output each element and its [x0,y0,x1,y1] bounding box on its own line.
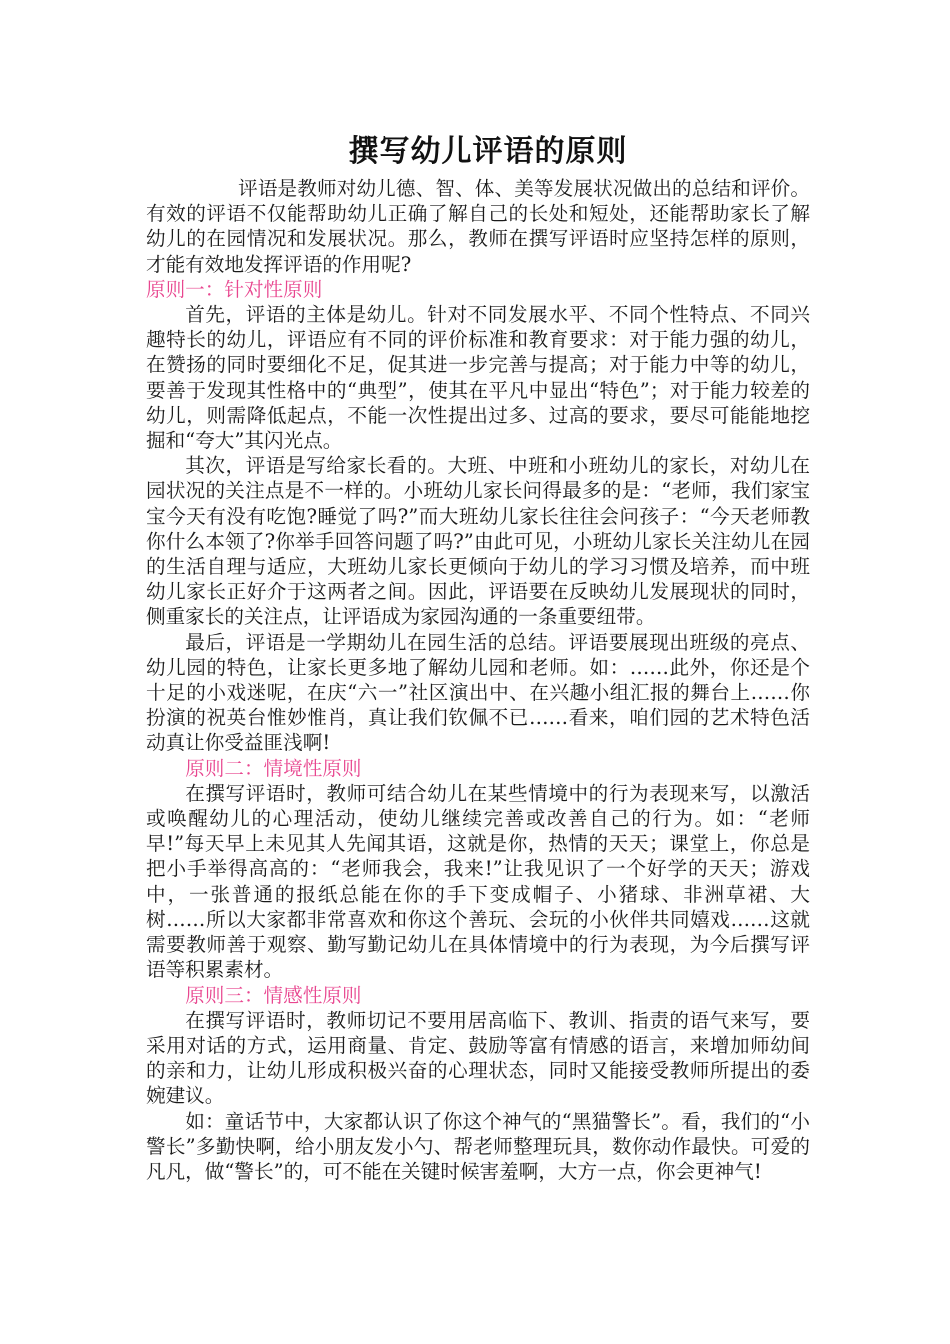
section-heading-1: 原则一：针对性原则 [146,277,323,301]
document-page [146,128,810,1184]
section-heading-2: 原则二：情境性原则 [185,756,362,780]
section-heading-3: 原则三：情感性原则 [185,983,362,1007]
paragraph: 在撰写评语时，教师可结合幼儿在某些情境中的行为表现来写，以激活或唤醒幼儿的心理活动，使幼儿继续完善或改善自己的行为。如：“老师早!”每天早上未见其人先闻其语，这就是你，热情的天天；课堂上，你总是把小手举得高高的：“老师我会，我来!”让我见识了一个好学的天天；游戏中，一张普通的报纸总能在你的手下变成帽子、小猪球、非洲草裙、大树……所以大家都非常喜欢和你这个善玩、会玩的小伙伴共同嬉戏……这就需要教师善于观察、勤写勤记幼儿在具体情境中的行为表现，为今后撰写评语等积累素材。 [146,781,810,982]
paragraph: 在撰写评语时，教师切记不要用居高临下、教训、指责的语气来写，要采用对话的方式，运用商量、肯定、鼓励等富有情感的语言，来增加师幼间的亲和力，让幼儿形成积极兴奋的心理状态，同时又能接受教师所提出的委婉建议。 [146,1008,810,1108]
document-body [146,176,810,1184]
intro-paragraph: 评语是教师对幼儿德、智、体、美等发展状况做出的总结和评价。有效的评语不仅能帮助幼儿正确了解自己的长处和短处，还能帮助家长了解幼儿的在园情况和发展状况。那么，教师在撰写评语时应坚持怎样的原则，才能有效地发挥评语的作用呢? [146,177,810,276]
paragraph: 最后，评语是一学期幼儿在园生活的总结。评语要展现出班级的亮点、幼儿园的特色，让家长更多地了解幼儿园和老师。如：……此外，你还是个十足的小戏迷呢，在庆“六一”社区演出中、在兴趣小组汇报的舞台上……你扮演的祝英台惟妙惟肖，真让我们钦佩不已……看来，咱们园的艺术特色活动真让你受益匪浅啊! [146,630,810,755]
paragraph: 如：童话节中，大家都认识了你这个神气的“黑猫警长”。看，我们的“小警长”多勤快啊，给小朋友发小勺、帮老师整理玩具，数你动作最快。可爱的凡凡，做“警长”的，可不能在关键时候害羞啊，大方一点，你会更神气! [146,1109,810,1183]
paragraph: 首先，评语的主体是幼儿。针对不同发展水平、不同个性特点、不同兴趣特长的幼儿，评语应有不同的评价标准和教育要求：对于能力强的幼儿，在赞扬的同时要细化不足，促其进一步完善与提高；对于能力中等的幼儿，要善于发现其性格中的“典型”，使其在平凡中显出“特色”；对于能力较差的幼儿，则需降低起点，不能一次性提出过多、过高的要求，要尽可能能地挖掘和“夸大”其闪光点。 [146,303,810,453]
page-title: 撰写幼儿评语的原则 [348,134,628,169]
paragraph: 其次，评语是写给家长看的。大班、中班和小班幼儿的家长，对幼儿在园状况的关注点是不一样的。小班幼儿家长问得最多的是：“老师，我们家宝宝今天有没有吃饱?睡觉了吗?”而大班幼儿家长往往会问孩子：“今天老师教你什么本领了?你举手回答问题了吗?”由此可见，小班幼儿家长关注幼儿在园的生活自理与适应，大班幼儿家长更倾向于幼儿的学习习惯及培养，而中班幼儿家长正好介于这两者之间。因此，评语要在反映幼儿发展现状的同时，侧重家长的关注点，让评语成为家园沟通的一条重要纽带。 [146,454,810,629]
